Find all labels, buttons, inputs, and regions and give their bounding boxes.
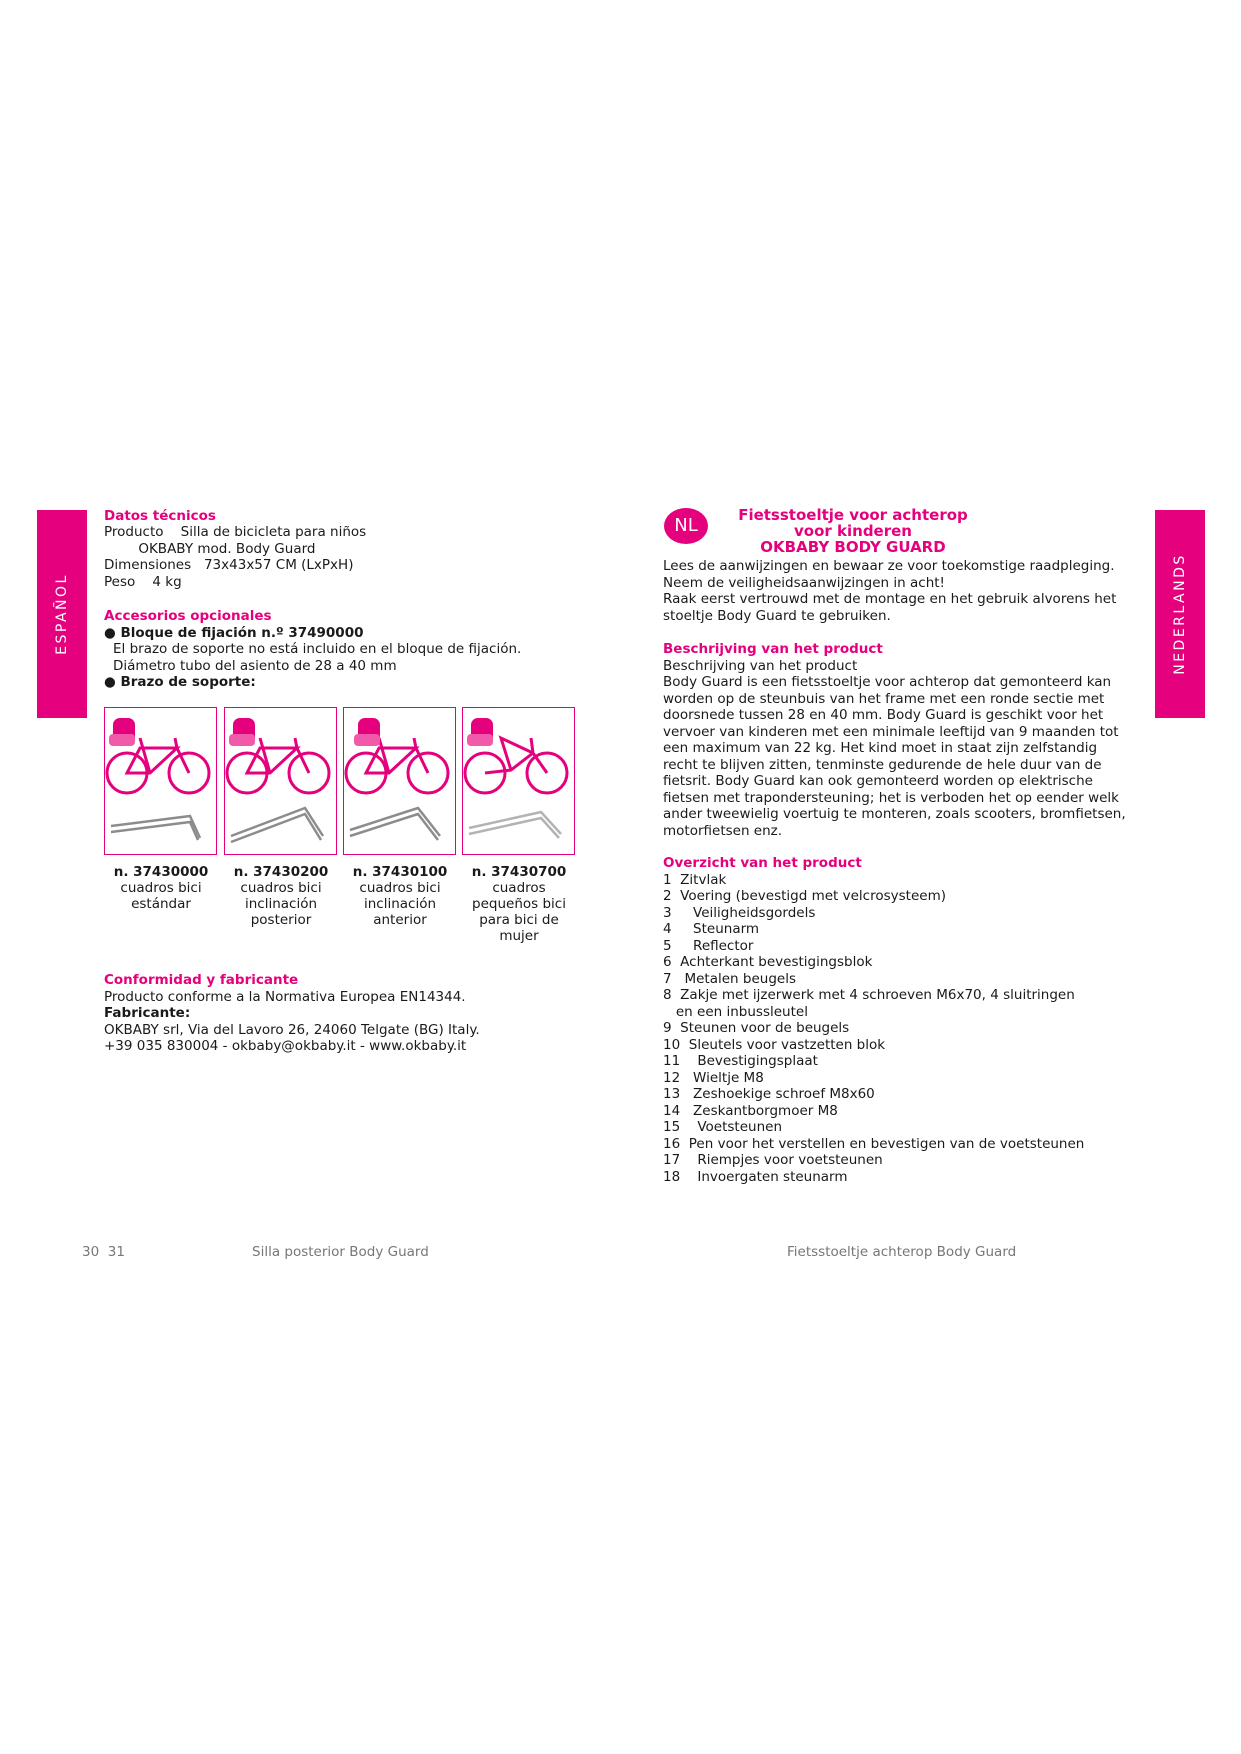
overzicht-item: 1 Zitvlak [663, 871, 727, 888]
beschrijving-line: worden op de steunbuis van het frame met een ronde sectie met [663, 690, 1105, 707]
beschrijving-line: ander tweewielig voertuig te monteren, zoals scooters, bromfietsen, [663, 806, 1126, 822]
overzicht-item: 15 Voetsteunen [663, 1119, 782, 1135]
overzicht-item: 17 Riempjes voor voetsteunen [663, 1152, 883, 1168]
product-desc-line: anterior [373, 912, 427, 928]
beschrijving-section [663, 641, 1153, 839]
beschrijving-line: Body Guard is een fietsstoeltje voor achterop dat gemonteerd kan [663, 674, 1112, 690]
beschrijving-line: fietsrit. Body Guard kan ook gemonteerd worden op elektrische [663, 773, 1093, 789]
product-image-2 [224, 707, 337, 855]
overzicht-item: 16 Pen voor het verstellen en bevestigen van de voetsteunen [663, 1135, 1085, 1152]
overzicht-item: 8 Zakje met ijzerwerk met 4 schroeven M6x70, 4 sluitringen [663, 987, 1075, 1003]
overzicht-item: 7 Metalen beugels [663, 970, 796, 987]
datos-line: Producto Silla de bicicleta para niños [104, 524, 367, 540]
beschrijving-line: motorfietsen enz. [663, 822, 783, 839]
datos-line: OKBABY mod. Body Guard [104, 540, 316, 557]
product-desc-line: mujer [499, 928, 539, 944]
intro-line: Neem de veiligheidsaanwijzingen in acht! [663, 574, 945, 591]
product-caption-1 [98, 864, 224, 912]
overzicht-item: 11 Bevestigingsplaat [663, 1053, 818, 1069]
conformidad-heading: Conformidad y fabricante [104, 972, 299, 988]
overzicht-item: 14 Zeskantborgmoer M8 [663, 1102, 838, 1119]
overzicht-item: 10 Sleutels voor vastzetten blok [663, 1036, 886, 1053]
fabricante-contact: +39 035 830004 - okbaby@okbaby.it - www.okbaby.it [104, 1038, 467, 1054]
product-code: n. 37430700 [471, 864, 567, 880]
bike-seat-illustration [344, 708, 454, 853]
beschrijving-heading: Beschrijving van het product [663, 641, 883, 657]
beschrijving-line: recht te blijven zitten, tenminste gedurende de hele duur van de [663, 756, 1102, 773]
overzicht-item: 12 Wieltje M8 [663, 1069, 764, 1086]
footer-title-left: Silla posterior Body Guard [252, 1244, 429, 1260]
bloque-bullet: ● Bloque de fijación n.º 37490000 [104, 624, 364, 641]
conformidad-section [104, 972, 604, 1055]
product-desc-line: estándar [131, 896, 191, 912]
overzicht-heading: Overzicht van het product [663, 855, 862, 871]
datos-heading: Datos técnicos [104, 508, 216, 524]
nl-intro [663, 558, 1143, 624]
side-tab-label: NEDERLANDS [1172, 553, 1188, 675]
bike-seat-illustration [463, 708, 573, 853]
brazo-bullet: ● Brazo de soporte: [104, 674, 256, 690]
side-tab-label: ESPAÑOL [54, 573, 70, 655]
datos-line: Dimensiones 73x43x57 CM (LxPxH) [104, 557, 354, 573]
overzicht-item: 2 Voering (bevestigd met velcrosysteem) [663, 888, 946, 904]
datos-line: Peso 4 kg [104, 573, 182, 590]
accesorios-heading: Accesorios opcionales [104, 608, 272, 624]
product-desc-line: pequeños bici [472, 896, 566, 912]
accesorios-section [104, 608, 604, 691]
product-desc-line: cuadros [492, 880, 546, 896]
language-badge: NL [664, 508, 708, 544]
intro-line: Raak eerst vertrouwd met de montage en het gebruik alvorens het [663, 591, 1117, 607]
product-desc-line: cuadros bici [359, 880, 441, 896]
fabricante-label: Fabricante: [104, 1005, 191, 1021]
beschrijving-line: Beschrijving van het product [663, 657, 858, 674]
product-code: n. 37430000 [113, 864, 209, 880]
product-desc-line: inclinación [244, 896, 318, 912]
product-caption-3 [337, 864, 463, 928]
overzicht-item: 13 Zeshoekige schroef M8x60 [663, 1086, 875, 1102]
overzicht-item: 5 Reflector [663, 937, 754, 954]
bike-seat-illustration [105, 708, 215, 853]
product-code: n. 37430100 [352, 864, 448, 880]
intro-line: Lees de aanwijzingen en bewaar ze voor toekomstige raadpleging. [663, 558, 1115, 574]
bloque-diameter: Diámetro tubo del asiento de 28 a 40 mm [113, 657, 397, 674]
overzicht-item: 3 Veiligheidsgordels [663, 904, 816, 921]
beschrijving-line: fietsen met trapondersteuning; het is verboden het op eender welk [663, 789, 1120, 806]
overzicht-item: 9 Steunen voor de beugels [663, 1020, 850, 1036]
side-tab-espanol [37, 510, 87, 718]
product-desc-line: cuadros bici [240, 880, 322, 896]
beschrijving-line: vervoer van kinderen met een minimale leeftijd van 9 maanden tot [663, 723, 1119, 740]
nl-title-line1: Fietsstoeltje voor achterop voor kinderen [738, 506, 968, 540]
beschrijving-line: doorsnede tussen 28 en 40 mm. Body Guard is geschikt voor het [663, 707, 1104, 723]
overzicht-item: 4 Steunarm [663, 921, 760, 937]
product-image-4 [462, 707, 575, 855]
product-image-3 [343, 707, 456, 855]
nl-title [718, 507, 988, 555]
product-desc-line: posterior [250, 912, 312, 928]
side-tab-nederlands [1155, 510, 1205, 718]
overzicht-item: 18 Invoergaten steunarm [663, 1168, 848, 1185]
bloque-note: El brazo de soporte no está incluido en el bloque de fijación. [113, 641, 522, 657]
product-image-1 [104, 707, 217, 855]
intro-line: stoeltje Body Guard te gebruiken. [663, 607, 891, 624]
overzicht-section [663, 855, 1153, 1185]
product-caption-4 [456, 864, 582, 944]
product-desc-line: inclinación [363, 896, 437, 912]
overzicht-item: 6 Achterkant bevestigingsblok [663, 954, 873, 970]
product-caption-2 [218, 864, 344, 928]
overzicht-item: en een inbussleutel [663, 1003, 808, 1020]
product-desc-line: cuadros bici [120, 880, 202, 896]
conformidad-line: Producto conforme a la Normativa Europea EN14344. [104, 988, 466, 1005]
product-code: n. 37430200 [233, 864, 329, 880]
nl-title-line2: OKBABY BODY GUARD [760, 538, 946, 556]
datos-section [104, 508, 584, 590]
datos-lines [104, 524, 584, 590]
bike-seat-illustration [225, 708, 335, 853]
fabricante-address: OKBABY srl, Via del Lavoro 26, 24060 Telgate (BG) Italy. [104, 1021, 480, 1038]
page-numbers: 30 31 [82, 1244, 125, 1260]
beschrijving-line: een maximum van 22 kg. Het kind moet in staat zijn zelfstandig [663, 740, 1098, 756]
footer-title-right: Fietsstoeltje achterop Body Guard [787, 1244, 1017, 1260]
product-desc-line: para bici de [479, 912, 559, 928]
